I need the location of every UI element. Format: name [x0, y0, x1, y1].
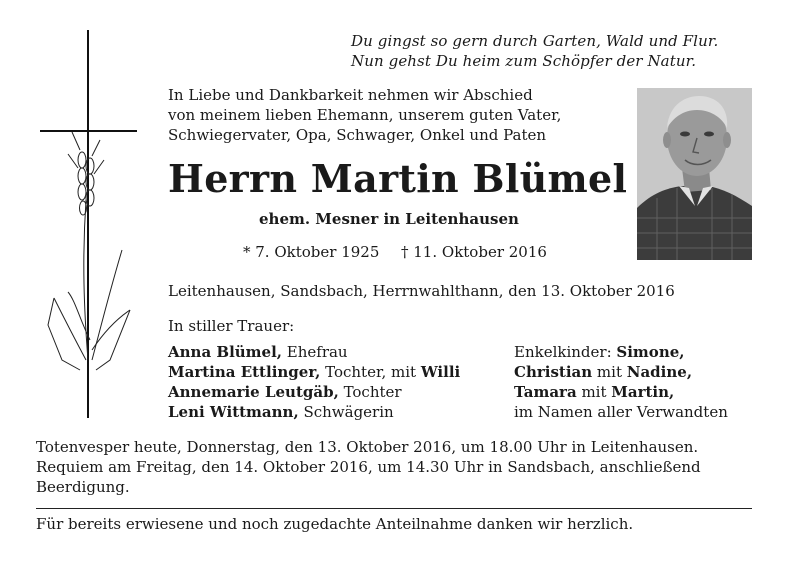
deceased-role: ehem. Mesner in Leitenhausen [259, 210, 519, 228]
cross-with-wheat-icon [40, 30, 140, 420]
mourner-row: Anna Blümel, Ehefrau [168, 343, 348, 361]
divider [36, 508, 752, 509]
relatives-line: im Namen aller Verwandten [514, 403, 728, 421]
intro-line-2: von meinem lieben Ehemann, unserem guten Vater, [168, 106, 562, 124]
intro-line-1: In Liebe und Dankbarkeit nehmen wir Abschied [168, 86, 533, 104]
mourner-row: Leni Wittmann, Schwägerin [168, 403, 394, 421]
motto-line-1: Du gingst so gern durch Garten, Wald und Flur. [351, 32, 719, 50]
services-line-2: Requiem am Freitag, den 14. Oktober 2016, um 14.30 Uhr in Sandsbach, anschließend [36, 458, 701, 476]
grandchildren-line-3: Tamara mit Martin, [514, 383, 675, 401]
place-and-date: Leitenhausen, Sandsbach, Herrnwahlthann, den 13. Oktober 2016 [168, 282, 675, 300]
motto-line-2: Nun gehst Du heim zum Schöpfer der Natur. [351, 52, 697, 70]
mourners-heading: In stiller Trauer: [168, 317, 295, 335]
services-line-3: Beerdigung. [36, 478, 130, 496]
birth-date: * 7. Oktober 1925 [243, 243, 380, 261]
intro-line-3: Schwiegervater, Opa, Schwager, Onkel und Paten [168, 126, 547, 144]
grandchildren-line-2: Christian mit Nadine, [514, 363, 693, 381]
mourner-row: Annemarie Leutgäb, Tochter [168, 383, 402, 401]
portrait-photo [637, 88, 752, 260]
thanks-line: Für bereits erwiesene und noch zugedachte Anteilnahme danken wir herzlich. [36, 515, 634, 533]
death-date: † 11. Oktober 2016 [401, 243, 547, 261]
grandchildren-line-1: Enkelkinder: Simone, [514, 343, 685, 361]
mourner-row: Martina Ettlinger, Tochter, mit Willi [168, 363, 461, 381]
services-line-1: Totenvesper heute, Donnerstag, den 13. Oktober 2016, um 18.00 Uhr in Leitenhausen. [36, 438, 699, 456]
deceased-name: Herrn Martin Blümel [168, 156, 628, 201]
